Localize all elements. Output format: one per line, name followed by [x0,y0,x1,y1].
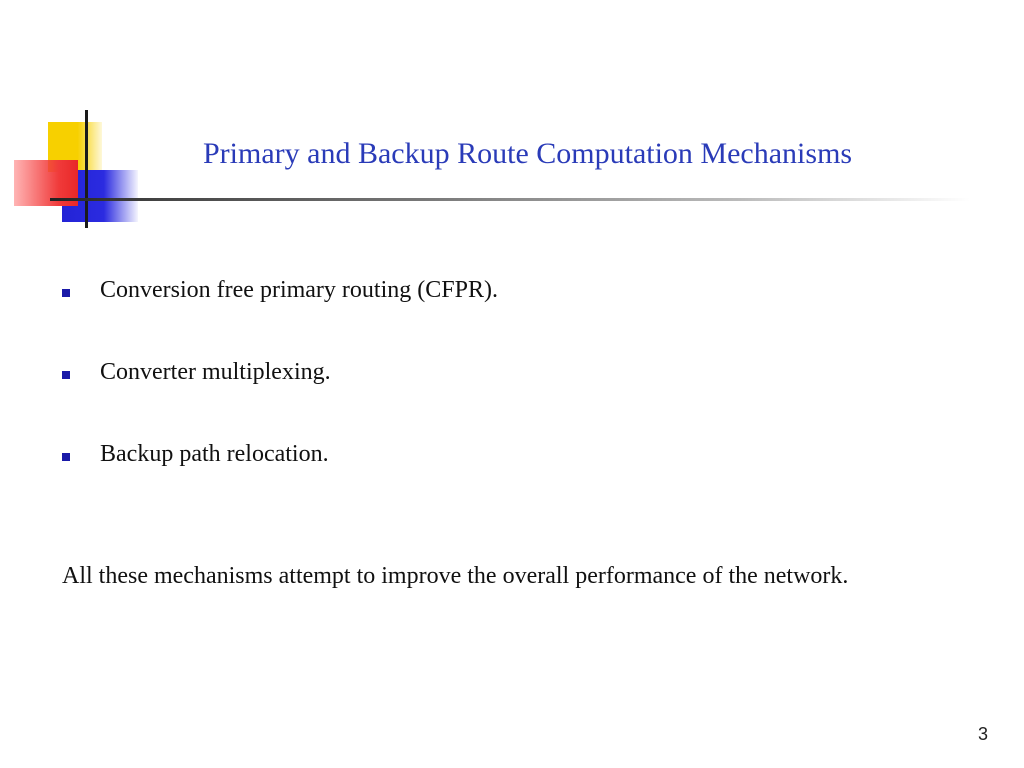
square-bullet-icon [62,453,70,461]
summary-text: All these mechanisms attempt to improve the overall performance of the network. [62,563,849,589]
page-number: 3 [978,724,989,744]
bullet-text: Backup path relocation. [100,441,329,467]
bullet-text: Conversion free primary routing (CFPR). [100,277,498,303]
bullet-text: Converter multiplexing. [100,359,331,385]
title-underline-rule [50,198,970,201]
square-bullet-icon [62,289,70,297]
vertical-rule [85,110,88,228]
slide-title: Primary and Backup Route Computation Mechanisms [203,137,853,170]
square-bullet-icon [62,371,70,379]
